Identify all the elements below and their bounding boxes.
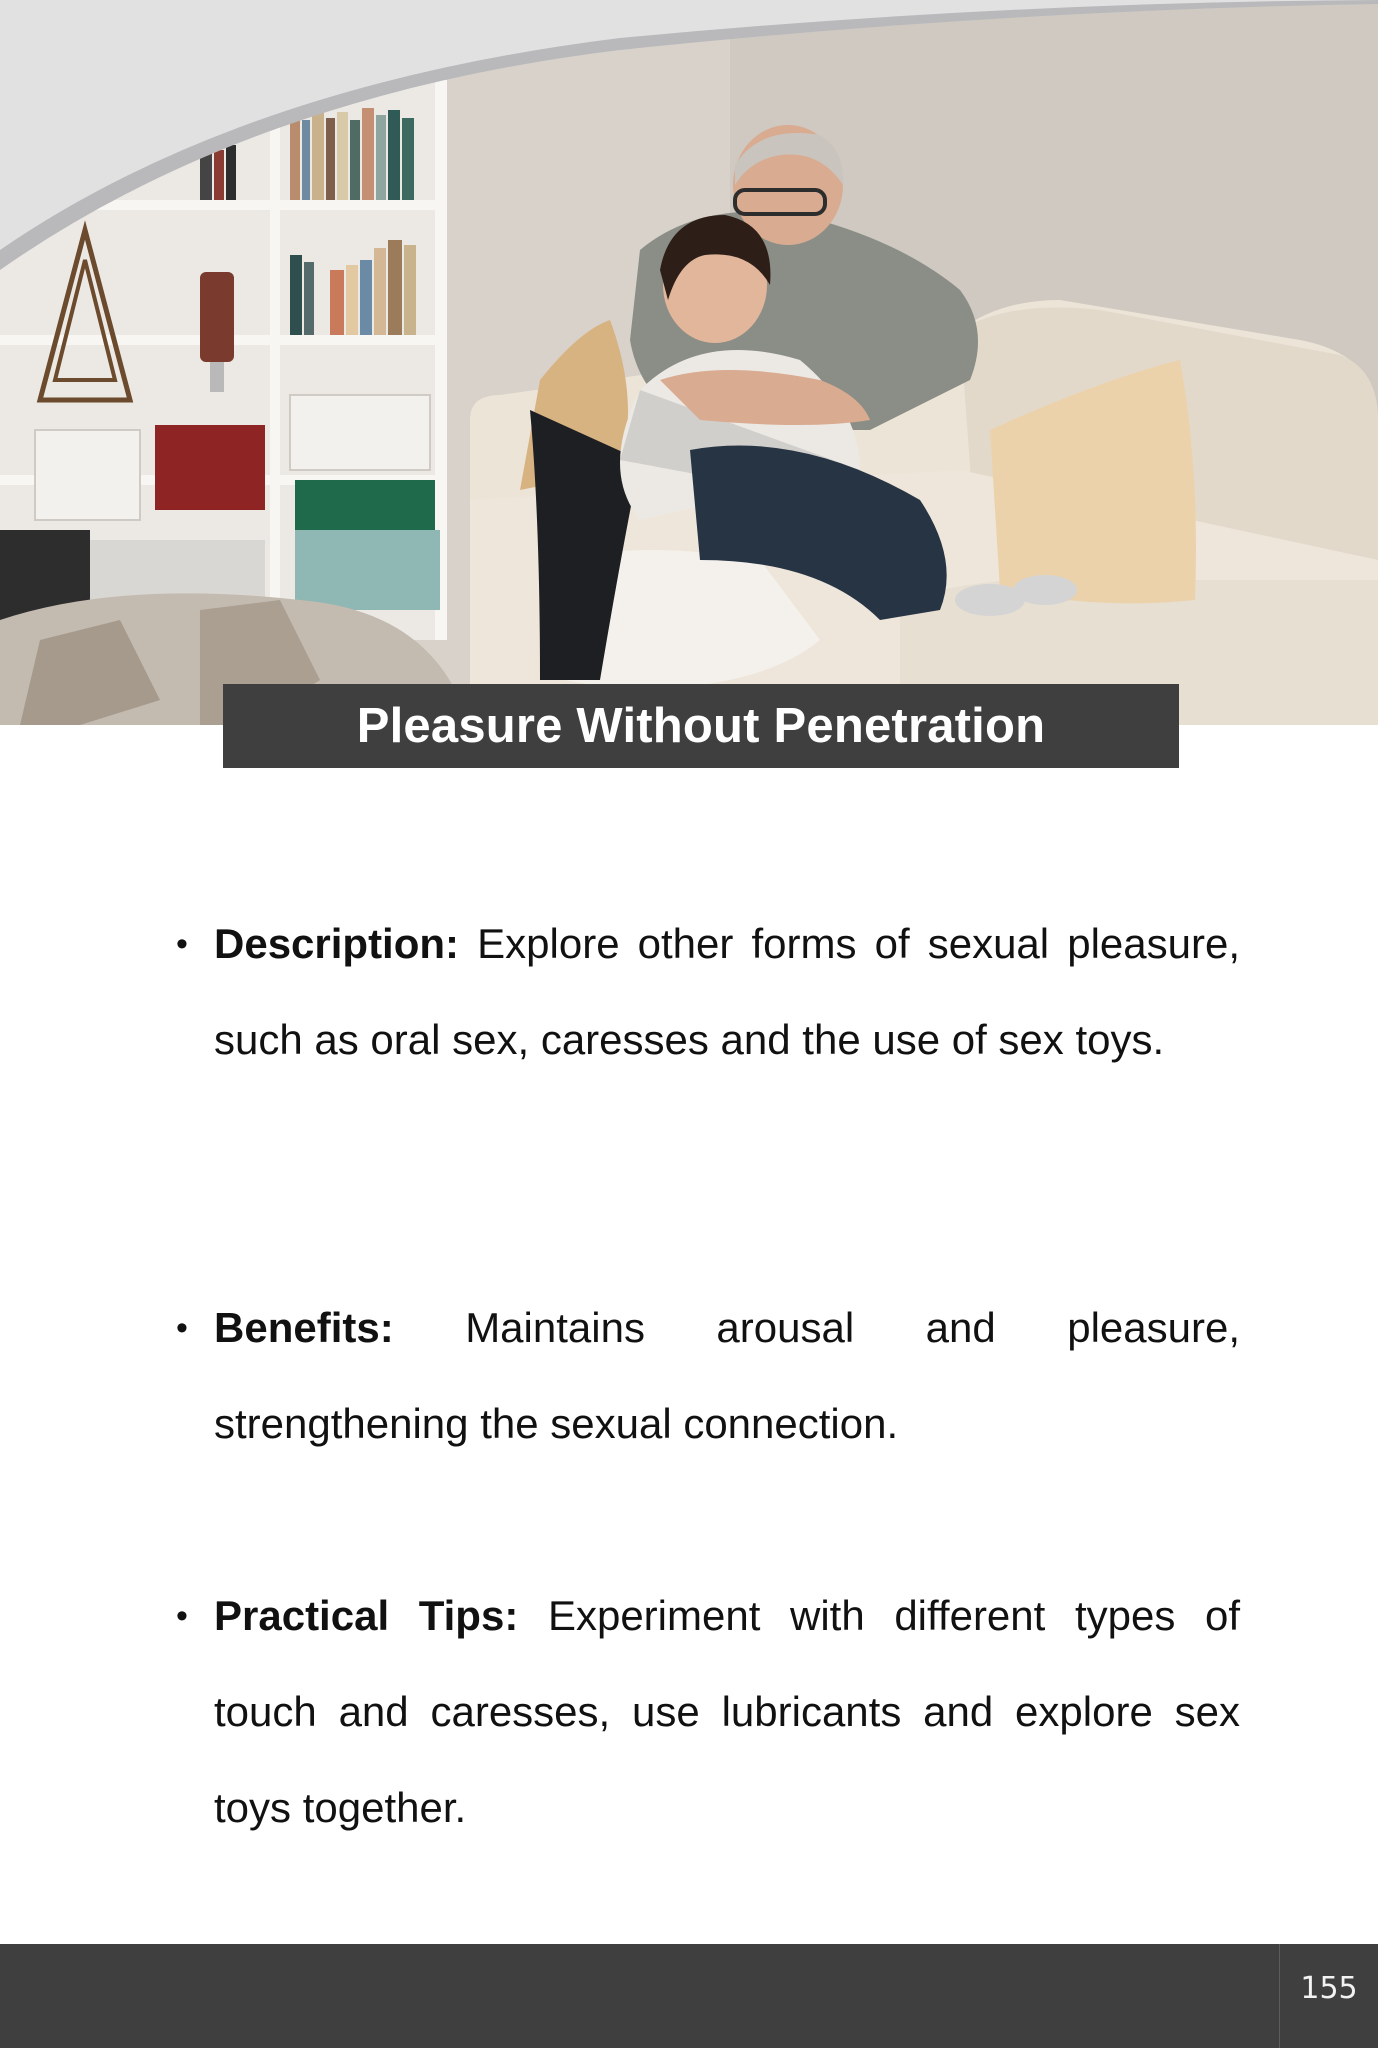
list-item-benefits	[176, 1280, 1240, 1472]
bullet-dot-icon: •	[176, 925, 188, 963]
couple-on-sofa-illustration	[0, 0, 1378, 725]
page-number-box	[1279, 1944, 1378, 2048]
hero-photo	[0, 0, 1378, 725]
bullet-label: Practical Tips:	[214, 1592, 548, 1639]
page-footer	[0, 1944, 1378, 2048]
page-number: 155	[1300, 1970, 1358, 2006]
bullet-dot-icon: •	[176, 1309, 188, 1347]
bullet-text: Experiment with different types of touch and caresses, use lubricants and explore sex toys together.	[214, 1592, 1240, 1831]
bullet-text: Explore other forms of sexual pleasure, such as oral sex, caresses and the use of sex toys.	[214, 920, 1240, 1063]
page-title: Pleasure Without Penetration	[356, 699, 1046, 753]
title-banner	[223, 684, 1179, 768]
bullet-label: Description:	[214, 920, 478, 967]
bullet-label: Benefits:	[214, 1304, 466, 1351]
bullet-dot-icon: •	[176, 1597, 188, 1635]
list-item-practical-tips	[176, 1568, 1240, 1856]
bullet-text: Maintains arousal and pleasure, strengthening the sexual connection.	[214, 1304, 1240, 1447]
list-item-description	[176, 896, 1240, 1088]
